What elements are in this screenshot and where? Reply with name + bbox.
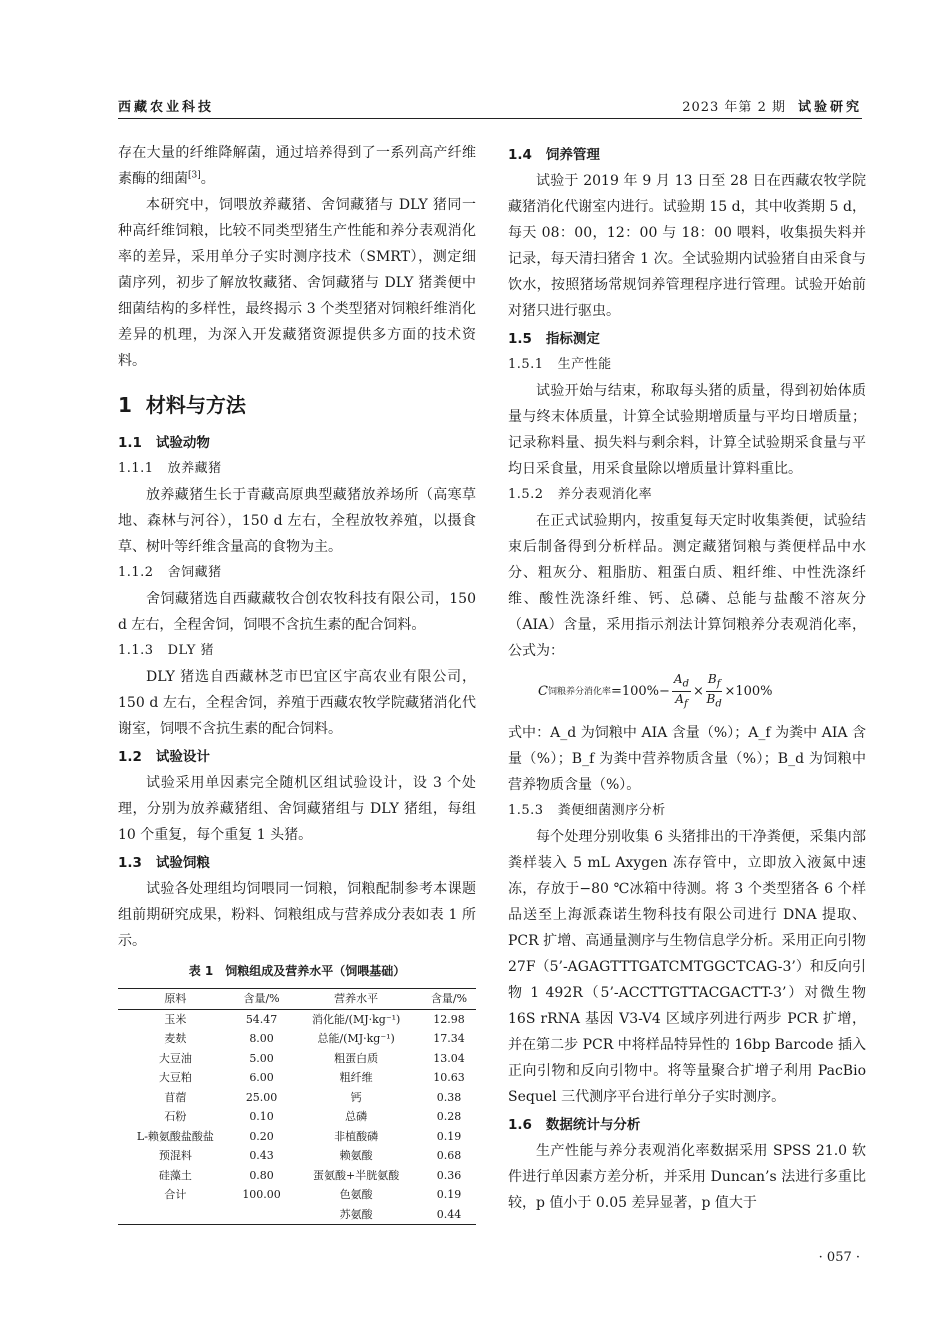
table-header-cell: 原料 [164, 992, 187, 1005]
heading-1-1-1: 1.1.1 放养藏猪 [118, 461, 222, 476]
table-cell: 苏氨酸 [339, 1207, 373, 1221]
table-cell: 0.28 [436, 1110, 462, 1123]
table-header-cell: 营养水平 [334, 992, 379, 1005]
table-row [118, 1146, 476, 1166]
table-cell: 石粉 [164, 1110, 187, 1123]
table-cell: 赖氨酸 [339, 1149, 373, 1162]
table-row [118, 1049, 476, 1069]
table-cell: 13.04 [433, 1051, 465, 1065]
table-cell: 消化能/(MJ·kg⁻¹) [311, 1012, 401, 1026]
table-cell: 总磷 [345, 1110, 368, 1123]
table-cell: 0.36 [436, 1168, 462, 1182]
heading-1-5-2: 1.5.2 养分表观消化率 [508, 487, 653, 502]
table-cell: 0.10 [249, 1110, 274, 1123]
table-row [118, 1088, 476, 1108]
table-cell: L-赖氨酸盐酸盐 [136, 1129, 214, 1143]
diet-composition-table [118, 988, 476, 1225]
issue-info [682, 96, 862, 115]
paragraph-1-1-1: 放养藏猪生长于青藏高原典型藏猪放养场所（高寒草地、森林与河谷），150 d 左右，全程放牧养殖，以摄食草、树叶等纤维含量高的食物为主。 [118, 487, 476, 555]
table-cell: 预混料 [158, 1149, 192, 1162]
heading-1-5-3: 1.5.3 粪便细菌测序分析 [508, 802, 666, 818]
table-cell: 苜蓿 [164, 1090, 187, 1104]
table-cell: 钙 [350, 1090, 362, 1104]
page-number: · 057 · [818, 1250, 860, 1265]
table-cell: 0.38 [436, 1090, 462, 1104]
table-cell: 5.00 [249, 1051, 274, 1065]
table-header-cell: 含量/% [430, 992, 468, 1005]
table-cell [233, 1205, 290, 1225]
table-cell: 0.19 [436, 1188, 462, 1201]
table-cell: 粗蛋白质 [334, 1051, 379, 1065]
heading-1-2: 1.2 试验设计 [118, 749, 210, 765]
digestibility-formula: C 饲粮养分消化率 =100%− $\frac{A_d}{A_f}$ × $\frac{B_f}{B_d}$ ×100% [538, 672, 773, 710]
table-cell: 10.63 [433, 1071, 465, 1084]
table-row [118, 1009, 476, 1029]
heading-1-1: 1.1 试验动物 [118, 435, 210, 451]
table-row [118, 1166, 476, 1186]
paragraph-1-5-1: 试验开始与结束，称取每头猪的质量，得到初始体质量与终末体质量，计算全试验期增质量与平均日增质量；记录称料量、损失料与剩余料，计算全试验期采食量与平均日采食量，用采食量除以增质量计算料重比。 [508, 383, 866, 477]
table-cell: 大豆油 [158, 1051, 192, 1065]
table-cell: 54.47 [245, 1012, 278, 1026]
table-cell: 非植酸磷 [334, 1129, 379, 1143]
table-cell: 17.34 [433, 1032, 465, 1045]
intro-paragraph-1: 存在大量的纤维降解菌，通过培养得到了一系列高产纤维素酶的细菌[3]。 [118, 145, 476, 187]
table-cell: 总能/(MJ·kg⁻¹) [317, 1032, 395, 1045]
heading-1-1-2: 1.1.2 舍饲藏猪 [118, 565, 222, 580]
table-row [118, 1107, 476, 1127]
table-row [118, 1029, 476, 1049]
table-cell: 6.00 [249, 1071, 274, 1084]
table-cell: 0.68 [436, 1149, 462, 1162]
citation-ref[interactable]: [3] [188, 170, 201, 181]
paragraph-1-5-2: 在正式试验期内，按重复每天定时收集粪便，试验结束后制备得到分析样品。测定藏猪饲粮与粪便样品中水分、粗灰分、粗脂肪、粗蛋白质、粗纤维、中性洗涤纤维、酸性洗涤纤维、钙、总磷、总能与盐酸不溶灰分（AIA）含量，采用指示剂法计算饲粮养分表观消化率，公式为： [508, 513, 866, 659]
table-cell: 0.43 [249, 1149, 274, 1162]
paragraph-1-4: 试验于 2019 年 9 月 13 日至 28 日在西藏农牧学院藏猪消化代谢室内进行。试验期 15 d，其中收粪期 5 d，每天 08：00，12：00 与 18：00 喂料，收集损失料并记录，每天清扫猪舍 1 次。全试验期内试验猪自由采食与饮水，按照猪场常规饲养管理程序进行管理。试验开始前对猪只进行驱虫。 [508, 173, 866, 319]
table-cell: 蛋氨酸+半胱氨酸 [313, 1168, 400, 1182]
paragraph-1-5-3: 每个处理分别收集 6 头猪排出的干净粪便，采集内部粪样装入 5 mL Axygen 冻存管中，立即放入液氮中速冻，存放于−80 ℃冰箱中待测。将 3 个类型猪各 6 个样品送至上海派森诺生物科技有限公司进行 DNA 提取、PCR 扩增、高通量测序与生物信息学分析。采用正向引物 27F（5’-AGAGTTTGATCMTGGCTCAG-3’）和反向引物 1 492R（5’-ACCTTGTTACGACTT-3’）对微生物 16S rRNA 基因 V3-V4 区域序列进行两步 PCR 扩增，并在第二步 PCR 中将样品特异性的 16bp Barcode 插入正向引物和反向引物中。将等量聚合扩增子利用 PacBio Sequel 三代测序平台进行单分子实时测序。 [508, 828, 866, 1105]
paragraph-1-1-2: 舍饲藏猪选自西藏藏牧合创农牧科技有限公司，150 d 左右，全程舍饲，饲喂不含抗生素的配合饲料。 [118, 591, 476, 633]
journal-title: 西藏农业科技 [118, 100, 215, 115]
table-row [118, 1205, 476, 1225]
table-cell: 100.00 [242, 1188, 281, 1201]
table-cell: 0.20 [249, 1129, 274, 1143]
table-header-cell: 含量/% [243, 992, 280, 1005]
table-cell [118, 1205, 233, 1225]
heading-1-3: 1.3 试验饲粮 [118, 855, 210, 871]
header-rule [118, 118, 862, 119]
section-heading-1: 1 材料与方法 [118, 393, 246, 417]
heading-1-6: 1.6 数据统计与分析 [508, 1116, 641, 1133]
table-cell: 色氨酸 [339, 1188, 373, 1201]
table-row [118, 1068, 476, 1088]
paragraph-1-1-3: DLY 猪选自西藏林芝市巴宜区宇高农业有限公司，150 d 左右，全程舍饲，养殖于西藏农牧学院藏猪消化代谢室，饲喂不含抗生素的配合饲料。 [118, 669, 476, 737]
paragraph-1-2: 试验采用单因素完全随机区组试验设计，设 3 个处理，分别为放养藏猪组、舍饲藏猪组与 DLY 猪组，每组 10 个重复，每个重复 1 头猪。 [118, 775, 476, 843]
table-caption: 表 1 饲粮组成及营养水平（饲喂基础） [188, 964, 406, 978]
table-cell: 0.44 [436, 1207, 462, 1221]
table-cell: 粗纤维 [339, 1071, 373, 1084]
intro-paragraph-2: 本研究中，饲喂放养藏猪、舍饲藏猪与 DLY 猪同一种高纤维饲粮，比较不同类型猪生产性能和养分表观消化率的差异，采用单分子实时测序技术（SMRT），测定细菌序列，初步了解放牧藏猪、舍饲藏猪与 DLY 猪粪便中细菌结构的多样性，最终揭示 3 个类型猪对饲粮纤维消化差异的机理，为深入开发藏猪资源提供多方面的技术资料。 [118, 197, 476, 369]
table-cell: 0.80 [249, 1168, 274, 1182]
table-row [118, 1185, 476, 1205]
table-cell: 12.98 [433, 1012, 465, 1026]
heading-1-4: 1.4 饲养管理 [508, 147, 600, 163]
table-cell: 25.00 [245, 1090, 278, 1104]
table-cell: 麦麸 [164, 1032, 187, 1045]
table-row [118, 1127, 476, 1147]
left-column [118, 140, 476, 1225]
heading-1-5-1: 1.5.1 生产性能 [508, 357, 612, 372]
formula-description: 式中：A_d 为饲粮中 AIA 含量（%）；A_f 为粪中 AIA 含量（%）；B_f 为粪中营养物质含量（%）；B_d 为饲粮中营养物质含量（%）。 [508, 724, 866, 793]
paragraph-1-6: 生产性能与养分表观消化率数据采用 SPSS 21.0 软件进行单因素方差分析，并采用 Duncan’s 法进行多重比较，p 值小于 0.05 差异显著，p 值大于 [508, 1142, 866, 1211]
table-cell: 合计 [164, 1188, 187, 1201]
heading-1-1-3: 1.1.3 DLY 猪 [118, 643, 215, 658]
right-column [508, 140, 866, 1216]
table-cell: 8.00 [249, 1032, 274, 1045]
heading-1-5: 1.5 指标测定 [508, 331, 600, 347]
issue-label: 2023 年第 2 期 [682, 100, 786, 115]
table-header-row [118, 989, 476, 1010]
paragraph-1-3: 试验各处理组均饲喂同一饲粮，饲粮配制参考本课题组前期研究成果，粉料、饲粮组成与营养成分表如表 1 所示。 [118, 881, 476, 949]
table-cell: 硅藻土 [158, 1168, 192, 1182]
section-label: 试验研究 [797, 100, 862, 115]
table-cell: 玉米 [164, 1012, 187, 1026]
table-cell: 0.19 [436, 1129, 462, 1143]
table-cell: 大豆粕 [158, 1071, 192, 1084]
